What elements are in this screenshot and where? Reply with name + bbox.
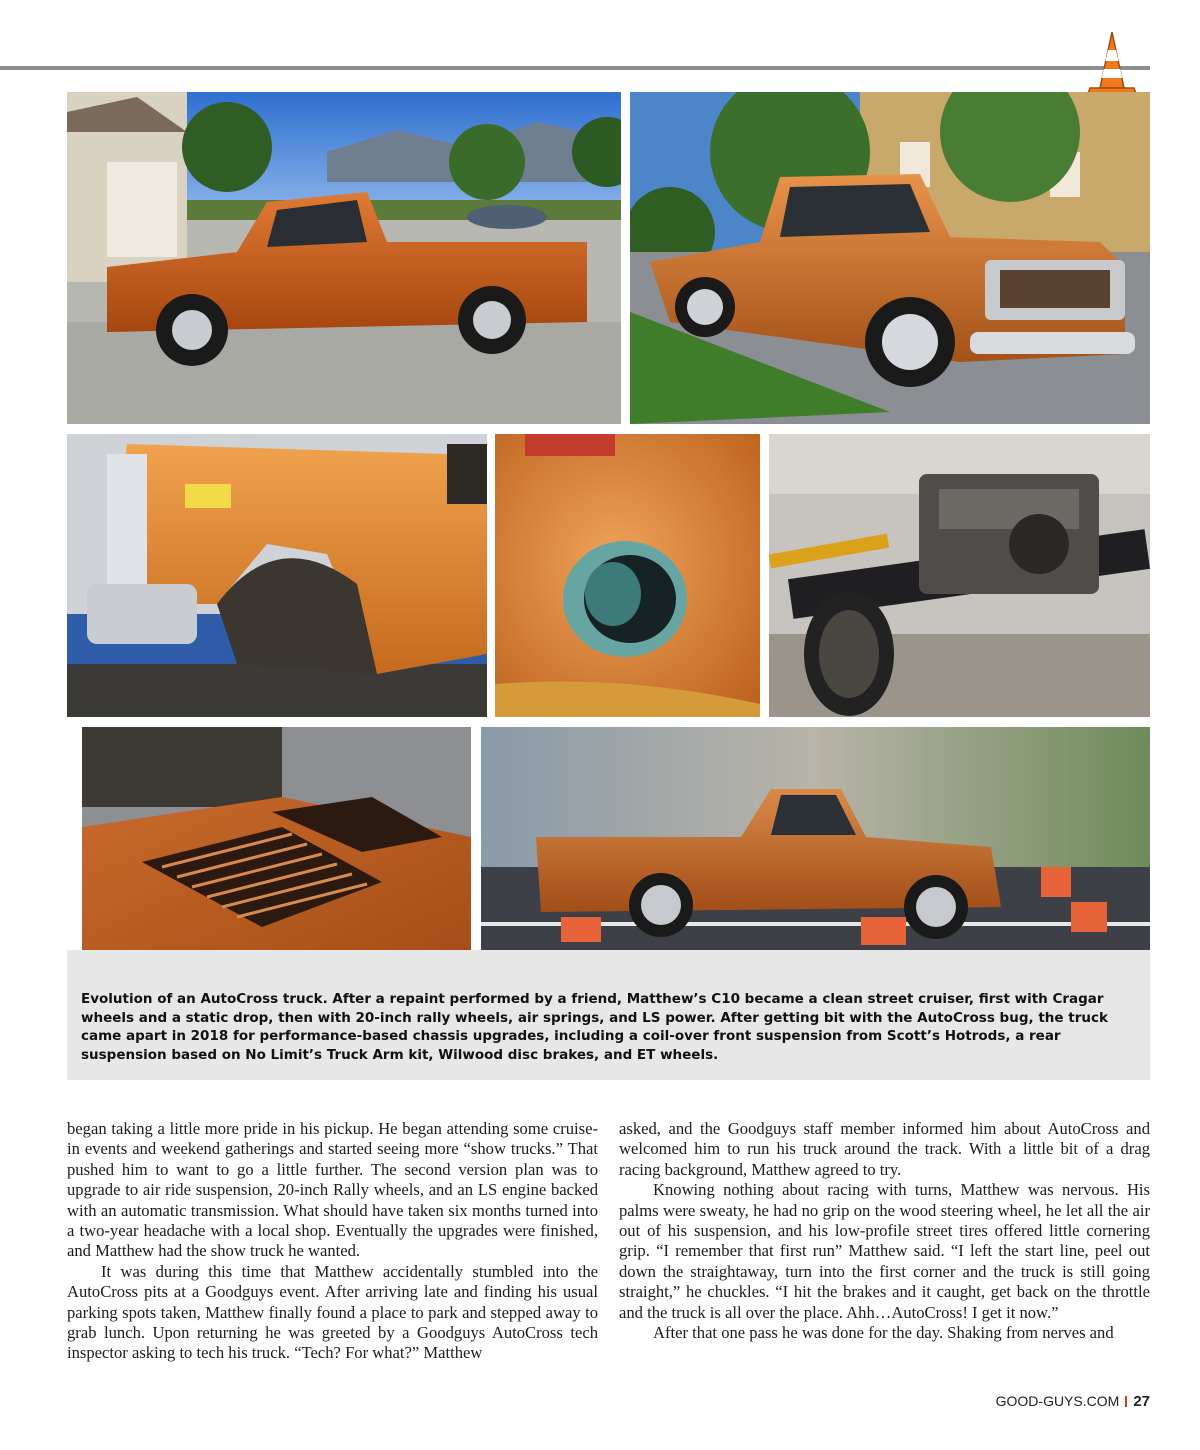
article-paragraph: began taking a little more pride in his pickup. He began attending some cruise-in events and weekend gatherings and started seeing more “show trucks.” That pushed him to want to go a little further. The second version plan was to upgrade to air ride suspension, 20-inch Rally wheels, and an LS engine backed with an automatic transmission. What should have taken six months turned into a two-year headache with a local shop. Eventually the upgrades were finished, and Matthew had the show truck he wanted. [67, 1119, 598, 1261]
article-column-left [67, 1119, 598, 1364]
photo-caption-box [67, 950, 1150, 1080]
footer-site-link[interactable]: GOOD-GUYS.COM [995, 1393, 1120, 1409]
page-number: 27 [1133, 1393, 1150, 1410]
article-paragraph: asked, and the Goodguys staff member informed him about AutoCross and welcomed him to run his truck around the track. With a little bit of a drag racing background, Matthew agreed to try. [619, 1119, 1150, 1179]
page-footer [996, 1393, 1150, 1410]
photo-hood-louvers [82, 727, 471, 977]
photo-front-teardown [67, 434, 487, 717]
photo-caption: Evolution of an AutoCross truck. After a repaint performed by a friend, Matthew’s C10 became a clean street cruiser, first with Cragar wheels and a static drop, then with 20-inch rally wheels, air springs, and LS power. After getting bit with the AutoCross bug, the truck came apart in 2018 for performance-based chassis upgrades, including a coil-over front suspension from Scott’s Hotrods, a rear suspension based on No Limit’s Truck Arm kit, Wilwood disc brakes, and ET wheels. [81, 991, 1108, 1063]
photo-fuel-door [495, 434, 760, 717]
article-paragraph: It was during this time that Matthew accidentally stumbled into the AutoCross pits at a Goodguys event. After arriving late and finding his usual parking spots taken, Matthew finally found a place to park and stepped away to grab lunch. Upon returning he was greeted by a Goodguys AutoCross tech inspector asking to tech his truck. “Tech? For what?” Matthew [67, 1261, 598, 1363]
photo-chassis [769, 434, 1150, 717]
photo-rally-wheels [630, 92, 1150, 424]
photo-street-cruiser [67, 92, 621, 424]
footer-separator [1125, 1396, 1127, 1407]
article-column-right [619, 1119, 1150, 1343]
article-paragraph: After that one pass he was done for the day. Shaking from nerves and [653, 1323, 1114, 1343]
photo-autocross-run [481, 727, 1150, 977]
header-rule [0, 66, 1150, 70]
article-paragraph: Knowing nothing about racing with turns, Matthew was nervous. His palms were sweaty, he had no grip on the wood steering wheel, he let all the air out of his suspension, and his low-profile street tires offered little cornering grip. “I remember that first run” Matthew said. “I left the start line, peel out down the straightaway, turn into the first corner and the truck is still going straight,” he chuckles. “I hit the brakes and it caught, get back on the throttle and the truck is all over the place. Ahh…AutoCross! I get it now.” [619, 1180, 1150, 1322]
